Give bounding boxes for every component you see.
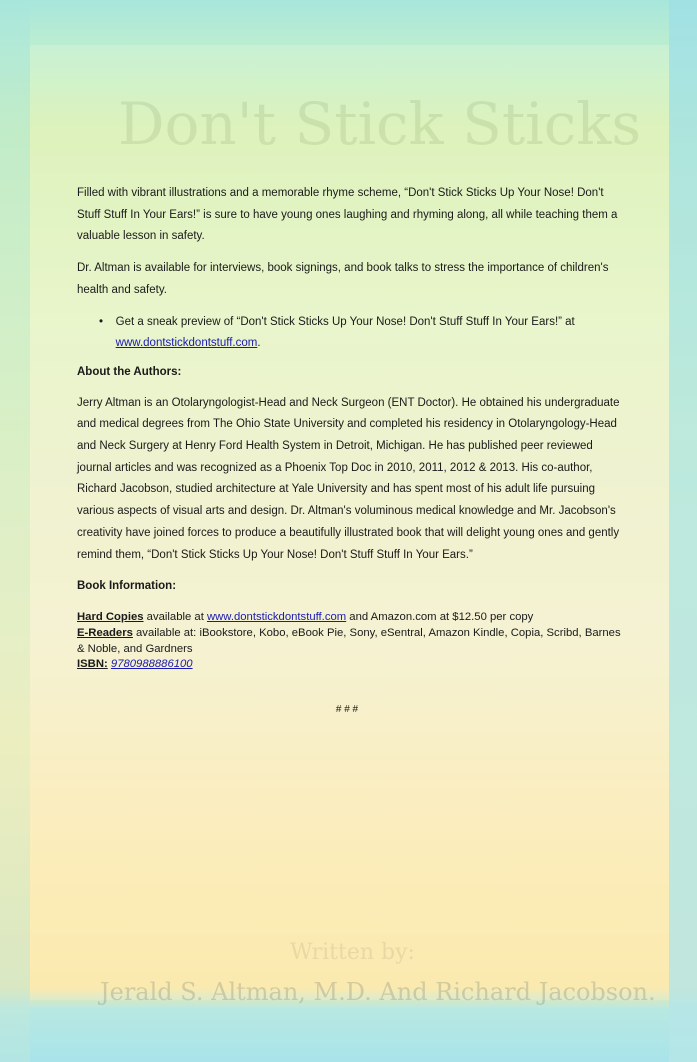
ereaders-line: E-Readers available at: iBookstore, Kobo, eBook Pie, Sony, eSentral, Amazon Kindle, Copia, Scribd, Barnes & Noble, and Gardners bbox=[77, 626, 621, 655]
end-mark: # # # bbox=[335, 704, 359, 716]
hard-copies-line: Hard Copies available at www.dontstickdontstuff.com and Amazon.com at $12.50 per copy bbox=[77, 610, 534, 623]
watermark-authors: Jerald S. Altman, M.D. And Richard Jacobson. bbox=[100, 978, 656, 1006]
watermark-title: Don't Stick Sticks bbox=[118, 90, 642, 158]
website-link[interactable]: www.dontstickdontstuff.com bbox=[115, 337, 258, 350]
document-body bbox=[77, 183, 622, 721]
isbn-link[interactable]: 9780988886100 bbox=[110, 658, 193, 671]
background-edge-right bbox=[669, 0, 697, 1062]
background-edge-left bbox=[0, 0, 30, 1062]
about-heading: About the Authors: bbox=[77, 365, 182, 378]
book-info bbox=[77, 610, 622, 673]
bullet-icon: • bbox=[99, 315, 104, 328]
preview-text: Get a sneak preview of “Don't Stick Sticks Up Your Nose! Don't Stuff Stuff In Your Ears!” at bbox=[115, 315, 575, 328]
list-item-preview: • Get a sneak preview of “Don't Stick Sticks Up Your Nose! Don't Stuff Stuff In Your Ears!” at www.dontstickdontstuff.com. bbox=[99, 312, 622, 355]
watermark-written-by: Written by: bbox=[290, 940, 415, 965]
about-text: Jerry Altman is an Otolaryngologist-Head and Neck Surgeon (ENT Doctor). He obtained his undergraduate and medical degrees from The Ohio State University and completed his residency in Otolaryngology-Head and Neck Surgery at Henry Ford Health System in Detroit, Michigan. He has published peer reviewed journal articles and was recognized as a Phoenix Top Doc in 2010, 2011, 2012 & 2013. His co-author, Richard Jacobson, studied architecture at Yale University and has spent most of his adult life pursuing various aspects of visual arts and design. Dr. Altman's voluminous medical knowledge and Mr. Jacobson's creativity have joined forces to produce a beautifully illustrated book that will delight young ones and gently remind them, “Don't Stick Sticks Up Your Nose! Don't Stuff Stuff In Your Ears.” bbox=[77, 396, 620, 561]
paragraph-availability: Dr. Altman is available for interviews, book signings, and book talks to stress the importance of children's health and safety. bbox=[77, 262, 609, 296]
book-info-heading: Book Information: bbox=[77, 580, 177, 593]
paragraph-intro: Filled with vibrant illustrations and a memorable rhyme scheme, “Don't Stick Sticks Up Your Nose! Don't Stuff Stuff In Your Ears!” is sure to have young ones laughing and rhyming along, all while teaching them a valuable lesson in safety. bbox=[77, 187, 618, 243]
isbn-line: ISBN: 9780988886100 bbox=[77, 658, 193, 671]
hard-copies-link[interactable]: www.dontstickdontstuff.com bbox=[206, 610, 347, 623]
